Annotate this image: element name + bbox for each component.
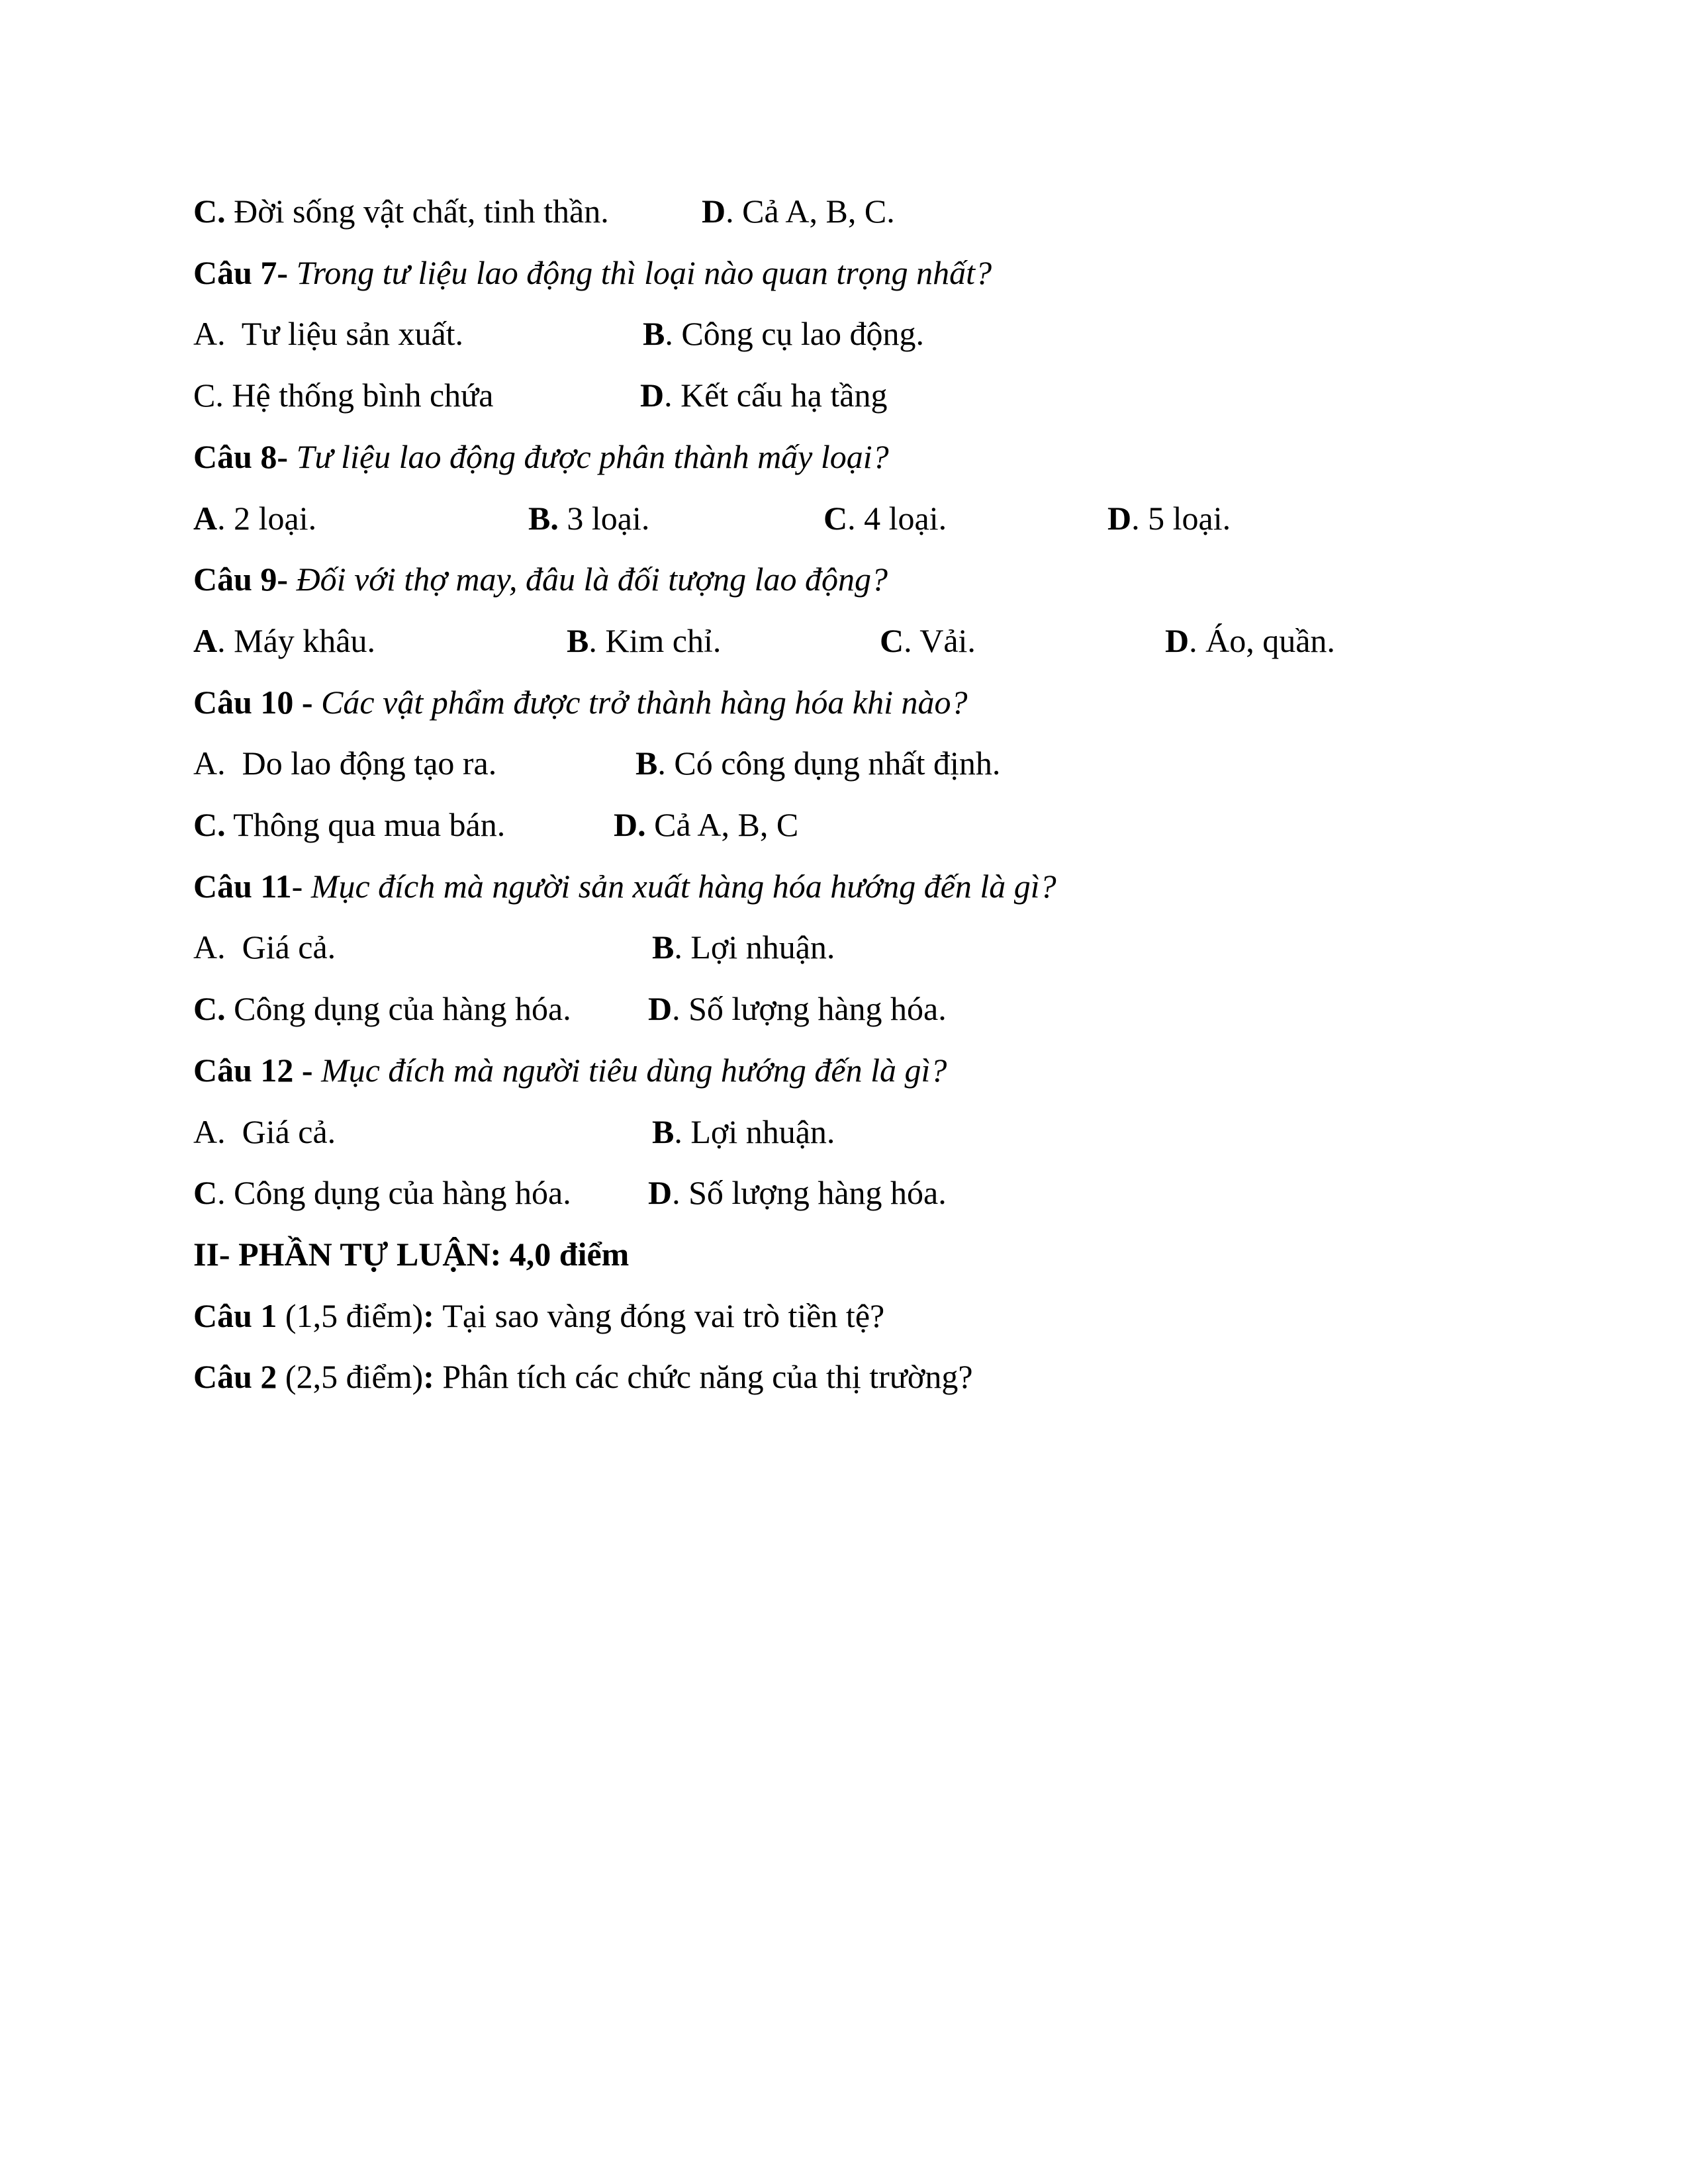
option-label: A. <box>193 745 226 782</box>
question <box>193 437 1583 477</box>
answer-options-row <box>193 314 1583 353</box>
question-text: Mục đích mà người tiêu dùng hướng đến là gì? <box>312 1051 947 1089</box>
option-label: D <box>702 193 726 230</box>
answer-option <box>643 314 924 353</box>
option-label: C <box>880 621 904 659</box>
question-number: Câu 8- <box>193 437 289 475</box>
answer-option <box>193 621 375 660</box>
answer-options-row <box>193 375 1583 415</box>
answer-option <box>193 1112 336 1152</box>
question-number: Câu 12 - <box>193 1051 313 1089</box>
option-label: A. <box>193 1113 226 1150</box>
answer-option <box>652 927 835 967</box>
option-text: . Áo, quần. <box>1189 621 1335 659</box>
option-label: D <box>640 377 665 414</box>
option-text: . Kim chỉ. <box>588 621 722 659</box>
question-number: Câu 9- <box>193 561 289 598</box>
answer-option <box>648 989 947 1028</box>
question-number: Câu 1 <box>193 1297 277 1334</box>
answer-option <box>193 375 493 415</box>
option-label: D <box>648 990 673 1028</box>
option-text: Do lao động tạo ra. <box>225 745 497 782</box>
option-text: . 2 loại. <box>217 499 317 537</box>
option-text: Giá cả. <box>225 929 336 966</box>
answer-option <box>1165 621 1335 660</box>
option-text: . Máy khâu. <box>217 621 375 659</box>
option-label: B <box>635 745 658 782</box>
option-text: . Công cụ lao động. <box>665 315 924 353</box>
option-label: C. <box>193 193 226 230</box>
question-text: Tại sao vàng đóng vai trò tiền tệ? <box>442 1297 885 1334</box>
option-text: Tư liệu sản xuất. <box>225 315 464 353</box>
option-text: Thông qua mua bán. <box>225 806 506 843</box>
question <box>193 1050 1583 1090</box>
option-text: 3 loại. <box>558 499 650 537</box>
option-label: B <box>567 621 589 659</box>
question-points: (1,5 điểm) <box>277 1297 424 1334</box>
question-text: Tư liệu lao động được phân thành mấy loại? <box>288 437 889 475</box>
answer-option <box>193 191 609 231</box>
question <box>193 559 1583 599</box>
answer-option <box>193 1173 571 1212</box>
answer-option <box>1107 498 1231 538</box>
answer-options-row <box>193 498 1583 538</box>
answer-option <box>635 743 1000 783</box>
option-label: C <box>193 377 216 414</box>
question <box>193 253 1583 293</box>
question-number: Câu 7- <box>193 253 289 291</box>
question <box>193 682 1583 722</box>
option-label: A. <box>193 315 226 353</box>
question-text: Phân tích các chức năng của thị trường? <box>442 1358 973 1396</box>
option-label: B <box>652 929 675 966</box>
option-label: B. <box>528 499 559 537</box>
option-label: D <box>648 1174 673 1212</box>
answer-option <box>880 621 976 660</box>
answer-option <box>193 927 336 967</box>
section-heading <box>193 1234 1583 1274</box>
option-text: . Công dụng của hàng hóa. <box>217 1174 571 1212</box>
essay-question <box>193 1296 1583 1336</box>
answer-options-row <box>193 989 1583 1028</box>
question-points: (2,5 điểm) <box>277 1358 424 1396</box>
answer-option <box>193 314 463 353</box>
colon: : <box>423 1358 443 1396</box>
option-text: . Vải. <box>904 621 976 659</box>
option-text: . 5 loại. <box>1131 499 1231 537</box>
answer-options-row <box>193 1112 1583 1152</box>
question <box>193 866 1583 906</box>
question-text: Các vật phẩm được trở thành hàng hóa khi nào? <box>312 683 968 721</box>
answer-option <box>648 1173 947 1212</box>
answer-options-row <box>193 805 1583 844</box>
option-label: D <box>1107 499 1132 537</box>
option-label: C. <box>193 990 226 1028</box>
answer-options-row <box>193 927 1583 967</box>
answer-option <box>193 805 505 844</box>
option-label: D <box>1165 621 1190 659</box>
answer-option <box>567 621 721 660</box>
answer-option <box>193 743 496 783</box>
option-text: . Lợi nhuận. <box>674 1113 835 1150</box>
option-text: . Số lượng hàng hóa. <box>672 1174 947 1212</box>
section-title: II- PHẦN TỰ LUẬN: 4,0 điểm <box>193 1235 630 1273</box>
answer-options-row <box>193 1173 1583 1212</box>
question-text: Đối với thợ may, đâu là đối tượng lao động? <box>288 561 888 598</box>
answer-options-row <box>193 621 1583 660</box>
option-text: . Số lượng hàng hóa. <box>672 990 947 1028</box>
option-text: . Lợi nhuận. <box>674 929 835 966</box>
option-text: Giá cả. <box>225 1113 336 1150</box>
answer-option <box>640 375 887 415</box>
colon: : <box>423 1297 443 1334</box>
option-label: B <box>643 315 665 353</box>
answer-option <box>193 498 316 538</box>
question-text: - Mục đích mà người sản xuất hàng hóa hướng đến là gì? <box>291 867 1056 905</box>
option-label: C <box>823 499 848 537</box>
question-number: Câu 2 <box>193 1358 277 1396</box>
essay-question <box>193 1357 1583 1396</box>
option-text: . Có công dụng nhất định. <box>657 745 1001 782</box>
question-number: Câu 11 <box>193 867 292 905</box>
option-label: A <box>193 499 218 537</box>
option-text: . Kết cấu hạ tầng <box>664 377 888 414</box>
answer-option <box>614 805 798 844</box>
option-label: C. <box>193 806 226 843</box>
answer-option <box>652 1112 835 1152</box>
option-text: Cả A, B, C <box>645 806 799 843</box>
option-label: B <box>652 1113 675 1150</box>
answer-options-row <box>193 191 1583 231</box>
option-label: A. <box>193 929 226 966</box>
option-label: D. <box>614 806 646 843</box>
answer-option <box>193 989 571 1028</box>
option-text: Công dụng của hàng hóa. <box>225 990 571 1028</box>
option-text: . Hệ thống bình chứa <box>215 377 494 414</box>
option-text: Đời sống vật chất, tinh thần. <box>225 193 609 230</box>
answer-option <box>823 498 947 538</box>
option-text: . Cả A, B, C. <box>726 193 895 230</box>
answer-option <box>702 191 895 231</box>
question-number: Câu 10 - <box>193 683 313 721</box>
answer-options-row <box>193 743 1583 783</box>
answer-option <box>528 498 649 538</box>
question-text: Trong tư liệu lao động thì loại nào quan trọng nhất? <box>288 253 992 291</box>
option-text: . 4 loại. <box>847 499 947 537</box>
option-label: C <box>193 1174 218 1212</box>
option-label: A <box>193 621 218 659</box>
